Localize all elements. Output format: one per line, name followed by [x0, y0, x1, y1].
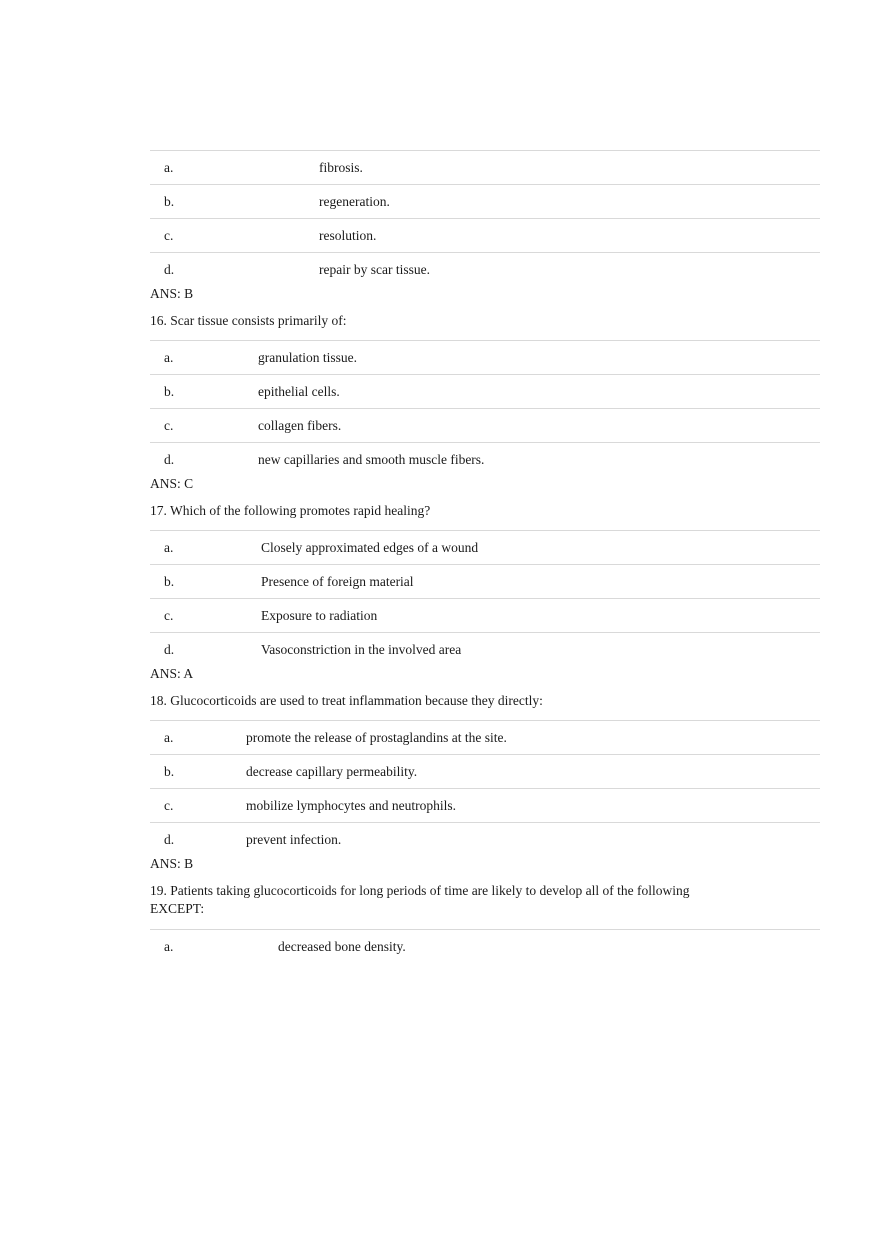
option-letter: b. [164, 193, 175, 209]
option-row [150, 442, 820, 476]
question-17: 17. Which of the following promotes rapid healing? [150, 503, 431, 518]
option-text: Presence of foreign material [261, 573, 414, 589]
question-18: 18. Glucocorticoids are used to treat inflammation because they directly: [150, 693, 543, 708]
option-text: granulation tissue. [258, 349, 357, 365]
option-text: decrease capillary permeability. [246, 763, 418, 779]
options-table-q17 [150, 530, 820, 666]
option-text: Closely approximated edges of a wound [261, 539, 479, 555]
question-19-line-2: EXCEPT: [150, 901, 205, 916]
option-row [150, 598, 820, 632]
option-letter: b. [164, 383, 175, 399]
option-letter: d. [164, 831, 175, 847]
option-letter: b. [164, 763, 175, 779]
option-letter: d. [164, 641, 175, 657]
option-letter: d. [164, 261, 175, 277]
option-text: mobilize lymphocytes and neutrophils. [246, 797, 456, 813]
option-text: Exposure to radiation [261, 607, 378, 623]
option-row [150, 218, 820, 252]
option-letter: d. [164, 451, 175, 467]
options-table-q18 [150, 720, 820, 856]
option-letter: b. [164, 573, 175, 589]
option-row [150, 408, 820, 442]
options-table-q19 [150, 929, 820, 963]
option-letter: c. [164, 607, 174, 623]
answer-line: ANS: B [150, 856, 194, 871]
option-row [150, 530, 820, 564]
option-row [150, 340, 820, 374]
option-text: Vasoconstriction in the involved area [261, 641, 462, 657]
question-19-line-1: 19. Patients taking glucocorticoids for long periods of time are likely to develop all of the following [150, 883, 690, 898]
option-text: decreased bone density. [278, 938, 406, 954]
option-row [150, 184, 820, 218]
option-text: regeneration. [319, 193, 390, 209]
option-row [150, 632, 820, 666]
option-text: prevent infection. [246, 831, 342, 847]
option-letter: a. [164, 729, 174, 745]
question-16: 16. Scar tissue consists primarily of: [150, 313, 347, 328]
answer-line: ANS: C [150, 476, 194, 491]
options-table-q16 [150, 340, 820, 476]
option-letter: a. [164, 539, 174, 555]
option-text: promote the release of prostaglandins at the site. [246, 729, 507, 745]
option-row [150, 374, 820, 408]
option-row [150, 720, 820, 754]
option-row [150, 150, 820, 184]
option-letter: a. [164, 159, 174, 175]
option-text: repair by scar tissue. [319, 261, 430, 277]
option-text: resolution. [319, 227, 377, 243]
option-text: new capillaries and smooth muscle fibers. [258, 451, 485, 467]
option-row [150, 788, 820, 822]
answer-line: ANS: A [150, 666, 194, 681]
option-letter: c. [164, 227, 174, 243]
option-row [150, 564, 820, 598]
option-letter: c. [164, 797, 174, 813]
option-letter: a. [164, 938, 174, 954]
option-row [150, 929, 820, 963]
answer-line: ANS: B [150, 286, 194, 301]
option-letter: c. [164, 417, 174, 433]
option-text: epithelial cells. [258, 383, 340, 399]
option-text: fibrosis. [319, 159, 363, 175]
option-row [150, 252, 820, 286]
option-text: collagen fibers. [258, 417, 342, 433]
options-table-q15 [150, 150, 820, 286]
option-row [150, 822, 820, 856]
option-letter: a. [164, 349, 174, 365]
option-row [150, 754, 820, 788]
